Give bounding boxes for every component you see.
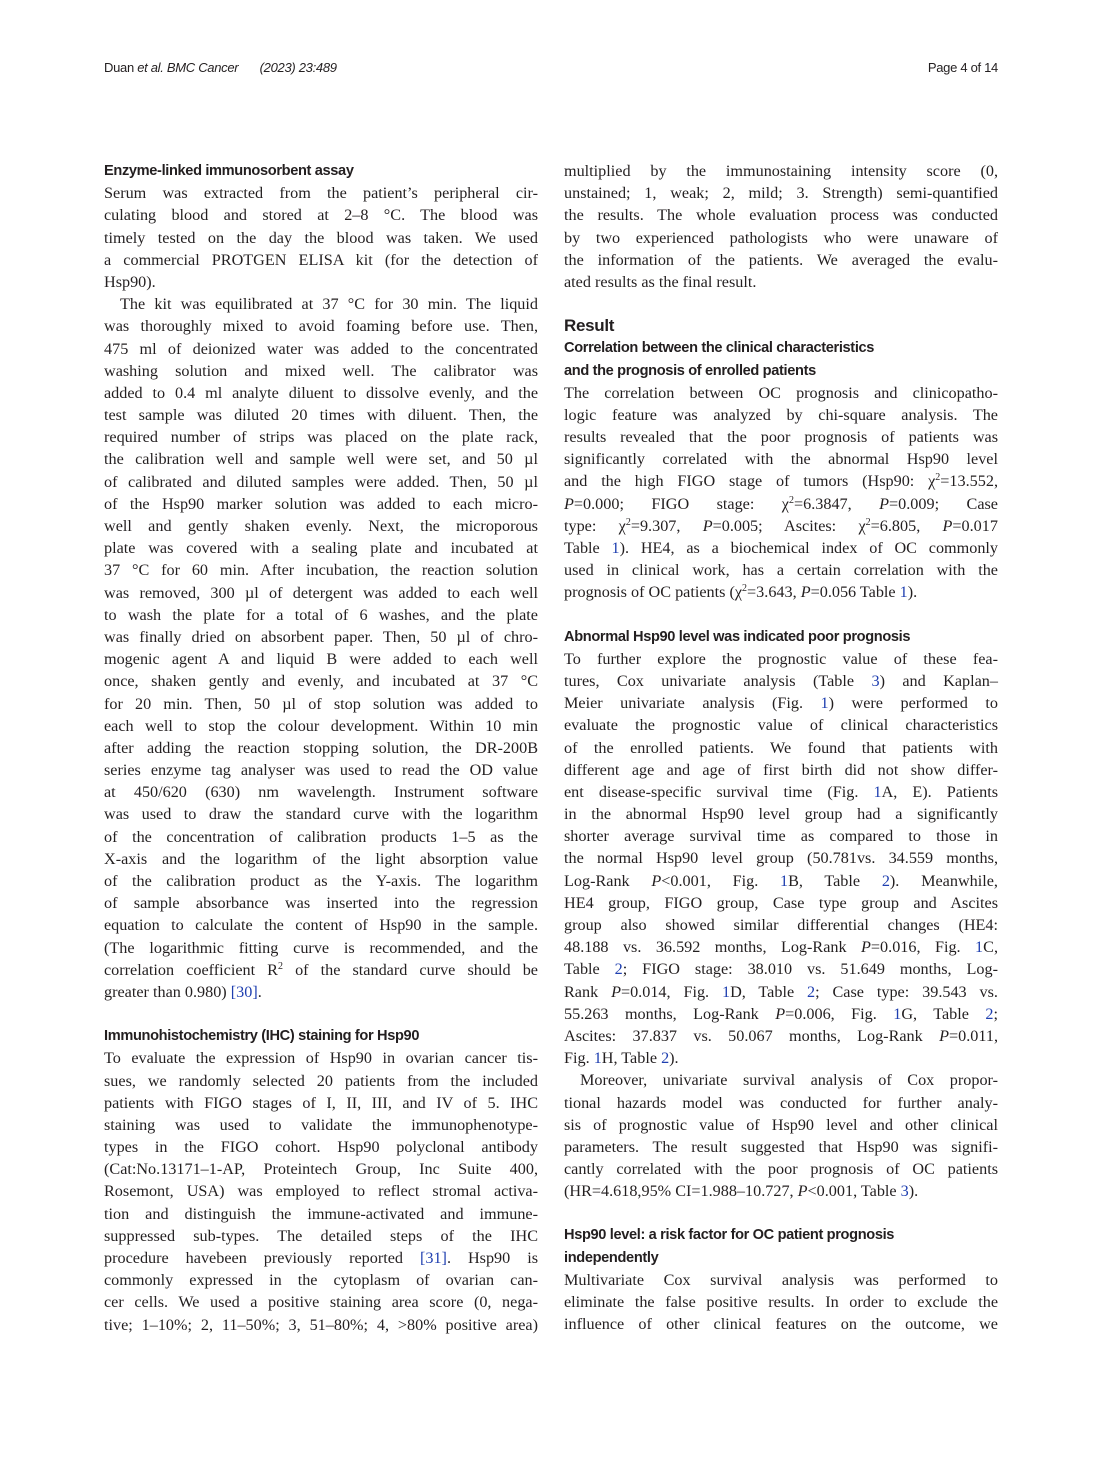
header-etal: et al. (137, 60, 164, 75)
text-line: procedure havebeen previously reported [31]. Hsp90 is (104, 1249, 538, 1267)
text-line: sis of prognostic value of Hsp90 level and other clinical (564, 1115, 998, 1134)
left-column (104, 160, 538, 1336)
running-head-citation (104, 60, 337, 75)
text-line: equation to calculate the content of Hsp90 in the sample. (104, 916, 538, 935)
subsection-heading-risk-factor-1: Hsp90 level: a risk factor for OC patient prognosis (564, 1227, 895, 1244)
elisa-paragraph-2 (104, 293, 538, 1003)
ihc-paragraph (104, 1047, 538, 1335)
text-line: the results. The whole evaluation process was conducted (564, 206, 998, 225)
section-heading-ihc: Immunohistochemistry (IHC) staining for Hsp90 (104, 1028, 420, 1045)
figure-1-link[interactable]: 1 (779, 871, 789, 890)
text-line: Meier univariate analysis (Fig. 1) were performed to (564, 694, 998, 713)
text-line: (The logarithmic fitting curve is recommended, and the (104, 938, 538, 957)
elisa-paragraph-1 (104, 182, 538, 293)
subsection-heading-abnormal-hsp90: Abnormal Hsp90 level was indicated poor prognosis (564, 628, 911, 645)
running-head (104, 60, 998, 78)
text-line: tures, Cox univariate analysis (Table 3) and Kaplan– (564, 671, 998, 690)
subsection-heading-correlation-2: and the prognosis of enrolled patients (564, 362, 816, 379)
text-line: parameters. The result suggested that Hsp90 was signifi- (564, 1137, 998, 1156)
figure-1-link[interactable]: 1 (975, 938, 984, 957)
text-line: a commercial PROTGEN ELISA kit (for the detection of (104, 250, 538, 269)
table-2-link[interactable]: 2 (661, 1049, 670, 1068)
subsection-heading-risk-factor-2: independently (564, 1249, 659, 1266)
header-authors: Duan (104, 60, 134, 75)
text-line: the information of the patients. We averaged the evalu- (564, 250, 998, 269)
text-line: once, shaken gently and evenly, and incubated at 37 °C (104, 672, 538, 691)
text-line: ent disease-specific survival time (Fig. 1A, E). Patients (564, 782, 998, 801)
text-line: To evaluate the expression of Hsp90 in ovarian cancer tis- (104, 1049, 538, 1068)
text-line: was thoroughly mixed to avoid foaming before use. Then, (104, 317, 538, 336)
text-line: in the abnormal Hsp90 level group had a significantly (564, 805, 998, 824)
text-line: To further explore the prognostic value of these fea- (564, 649, 998, 668)
text-line: at 450/620 (630) nm wavelength. Instrument software (104, 783, 538, 802)
header-journal: BMC Cancer (166, 60, 239, 75)
figure-1-link[interactable]: 1 (721, 982, 731, 1001)
risk-paragraph (564, 1269, 998, 1336)
section-heading-elisa: Enzyme-linked immunosorbent assay (104, 163, 354, 179)
text-line: correlation coefficient $R^2$ of the standard curve should be (104, 960, 538, 979)
text-line: 475 ml of deionized water was added to the concentrated (104, 339, 538, 358)
text-line: Ascites: 37.837 vs. 50.067 months, Log-Rank P=0.011, (564, 1026, 998, 1045)
text-line: 37 °C for 60 min. After incubation, the reaction solution (104, 561, 538, 580)
text-line: test sample was diluted 20 times with diluent. Then, the (104, 406, 538, 425)
table-3-link[interactable]: 3 (871, 671, 880, 690)
text-line: The correlation between OC prognosis and clinicopatho- (564, 383, 998, 402)
text-line: significantly correlated with the abnormal Hsp90 level (564, 450, 998, 469)
text-line: added to 0.4 ml analyte diluent to dissolve evenly, and the (104, 383, 538, 402)
text-line: plate was covered with a sealing plate and incubated at (104, 539, 538, 558)
text-line: prognosis of OC patients ($\chi^2=3.643$, P=0.056 Table 1). (564, 583, 918, 602)
text-line: different age and age of first birth did not show differ- (564, 760, 998, 779)
figure-1-link[interactable]: 1 (893, 1004, 902, 1023)
text-line: multiplied by the immunostaining intensity score (0, (564, 162, 998, 180)
text-line: for 20 min. Then, 50 µl of stop solution was added to (104, 694, 538, 713)
text-line: Rosemont, USA) was employed to reflect stromal activa- (104, 1182, 538, 1201)
figure-1-link[interactable]: 1 (820, 694, 829, 713)
text-line: the calibration well and sample well were set, and 50 µl (104, 450, 538, 469)
text-line: type: $\chi^2=9.307$, P=0.005; Ascites: $\chi^2=6.805$, P=0.017 (564, 516, 998, 535)
text-line: shorter average survival time as compared to those in (564, 827, 998, 846)
header-volume: (2023) 23:489 (259, 60, 337, 75)
text-line: mogenic agent A and liquid B were added to each well (104, 650, 538, 669)
reference-link-30[interactable]: [30] (230, 982, 258, 1001)
text-line: Rank P=0.014, Fig. 1D, Table 2; Case type: 39.543 vs. (564, 982, 998, 1001)
table-1-link[interactable]: 1 (611, 539, 620, 557)
text-line: after adding the reaction stopping solution, the DR-200B (104, 738, 538, 757)
page-number: Page 4 of 14 (927, 60, 998, 75)
text-line: staining was used to validate the immunophenotype- (104, 1115, 538, 1134)
text-line: Table 2; FIGO stage: 38.010 vs. 51.649 months, Log- (564, 960, 998, 979)
table-2-link[interactable]: 2 (985, 1004, 994, 1023)
text-line: 55.263 months, Log-Rank P=0.006, Fig. 1G, Table 2; (564, 1004, 998, 1023)
table-2-link[interactable]: 2 (807, 982, 816, 1001)
figure-1-link[interactable]: 1 (593, 1049, 602, 1068)
text-line: timely tested on the day the blood was taken. We used (104, 228, 538, 247)
text-line: culating blood and stored at 2–8 °C. The blood was (104, 206, 538, 225)
text-line: (Cat:No.13171–1-AP, Proteintech Group, Inc Suite 400, (104, 1160, 538, 1179)
text-line: Moreover, univariate survival analysis of Cox propor- (580, 1071, 998, 1090)
text-line: of the Hsp90 marker solution was added to each micro- (104, 494, 538, 513)
text-line: was removed, 300 µl of detergent was added to each well (104, 583, 538, 602)
text-line: Serum was extracted from the patient’s peripheral cir- (104, 184, 538, 203)
text-line: logic feature was analyzed by chi-square analysis. The (564, 405, 998, 424)
text-line: of calibrated and diluted samples were added. Then, 50 µl (104, 472, 538, 491)
text-line: 48.188 vs. 36.592 months, Log-Rank P=0.016, Fig. 1C, (564, 938, 998, 957)
abnormal-paragraph-1 (564, 648, 998, 1070)
table-2-link[interactable]: 2 (881, 871, 890, 890)
text-line: was used to draw the standard curve with the logarithm (104, 805, 538, 824)
section-heading-result: Result (564, 316, 615, 336)
text-line: Log-Rank P<0.001, Fig. 1B, Table 2). Meanwhile, (564, 871, 998, 890)
text-line: commonly expressed in the cytoplasm of ovarian can- (104, 1271, 538, 1290)
table-2-link[interactable]: 2 (614, 960, 623, 979)
text-line: Table 1). HE4, as a biochemical index of OC commonly (564, 539, 999, 557)
text-line: by two experienced pathologists who were unaware of (564, 228, 998, 247)
text-line: the normal Hsp90 level group (50.781vs. 34.559 months, (564, 849, 998, 868)
text-line: to wash the plate for a total of 6 washes, and the plate (104, 605, 538, 624)
text-line: HE4 group, FIGO group, Case type group and Ascites (564, 893, 998, 912)
text-line: sues, we randomly selected 20 patients from the included (104, 1071, 538, 1090)
text-line: used in clinical work, has a certain correlation with the (564, 561, 998, 580)
text-line: (HR=4.618,95% CI=1.988–10.727, P<0.001, Table 3). (564, 1182, 919, 1201)
text-line: and the high FIGO stage of tumors (Hsp90: $\chi^2=13.552$, (564, 472, 998, 491)
text-line: of sample absorbance was inserted into the regression (104, 894, 538, 913)
text-line: eliminate the false positive results. In order to exclude the (564, 1293, 998, 1311)
abnormal-paragraph-2 (564, 1069, 998, 1202)
text-line: well and gently shaken evenly. Next, the microporous (104, 517, 538, 535)
text-line: patients with FIGO stages of I, II, III, and IV of 5. IHC (104, 1093, 538, 1112)
text-line: of the calibration product as the Y-axis. The logarithm (104, 872, 538, 890)
reference-link-31[interactable]: [31] (419, 1249, 447, 1267)
text-line: ated results as the final result. (564, 272, 757, 291)
text-line: was finally dried on absorbent paper. Then, 50 µl of chro- (104, 627, 538, 646)
text-line: The kit was equilibrated at 37 °C for 30 min. The liquid (120, 295, 538, 314)
table-3-link[interactable]: 3 (900, 1182, 909, 1201)
text-line: each well to stop the colour development. Within 10 min (104, 716, 538, 735)
text-line: tional hazards model was conducted for further analy- (564, 1093, 998, 1112)
text-line: of the enrolled patients. We found that patients with (564, 738, 998, 757)
text-line: results revealed that the poor prognosis of patients was (564, 428, 998, 447)
text-line: unstained; 1, weak; 2, mild; 3. Strength) semi-quantified (564, 184, 998, 203)
correlation-paragraph (564, 382, 998, 604)
right-column (564, 160, 998, 1335)
table-1-link[interactable]: 1 (899, 583, 908, 602)
text-line: tive; 1–10%; 2, 11–50%; 3, 51–80%; 4, >80% positive area) (104, 1315, 538, 1334)
text-line: greater than 0.980) [30]. (104, 982, 262, 1001)
text-line: cer cells. We used a positive staining area score (0, nega- (104, 1293, 538, 1312)
text-line: X-axis and the logarithm of the light absorption value (104, 849, 538, 868)
subsection-heading-correlation-1: Correlation between the clinical characteristics (564, 340, 875, 357)
text-line: types in the FIGO cohort. Hsp90 polyclonal antibody (104, 1138, 538, 1157)
text-line: suppressed sub-types. The detailed steps of the IHC (104, 1226, 538, 1245)
text-line: tion and distinguish the immune-activated and immune- (104, 1204, 538, 1223)
text-line: Hsp90). (104, 272, 156, 291)
text-line: P=0.000; FIGO stage: $\chi^2=6.3847$, P=0.009; Case (564, 494, 998, 513)
text-line: Multivariate Cox survival analysis was performed to (564, 1270, 998, 1289)
figure-1-link[interactable]: 1 (873, 782, 882, 801)
text-line: of the concentration of calibration products 1–5 as the (104, 827, 538, 846)
text-line: Fig. 1H, Table 2). (564, 1049, 679, 1068)
text-line: washing solution and mixed well. The calibrator was (104, 361, 538, 380)
text-line: cantly correlated with the poor prognosis of OC patients (564, 1160, 998, 1179)
text-line: group also showed similar differential changes (HE4: (564, 916, 998, 934)
text-line: influence of other clinical features on the outcome, we (564, 1315, 998, 1334)
ihc-continued-paragraph (564, 160, 998, 293)
text-line: evaluate the prognostic value of clinical characteristics (564, 716, 998, 735)
text-line: series enzyme tag analyser was used to read the OD value (104, 761, 538, 780)
text-line: required number of strips was placed on the plate rack, (104, 428, 538, 447)
